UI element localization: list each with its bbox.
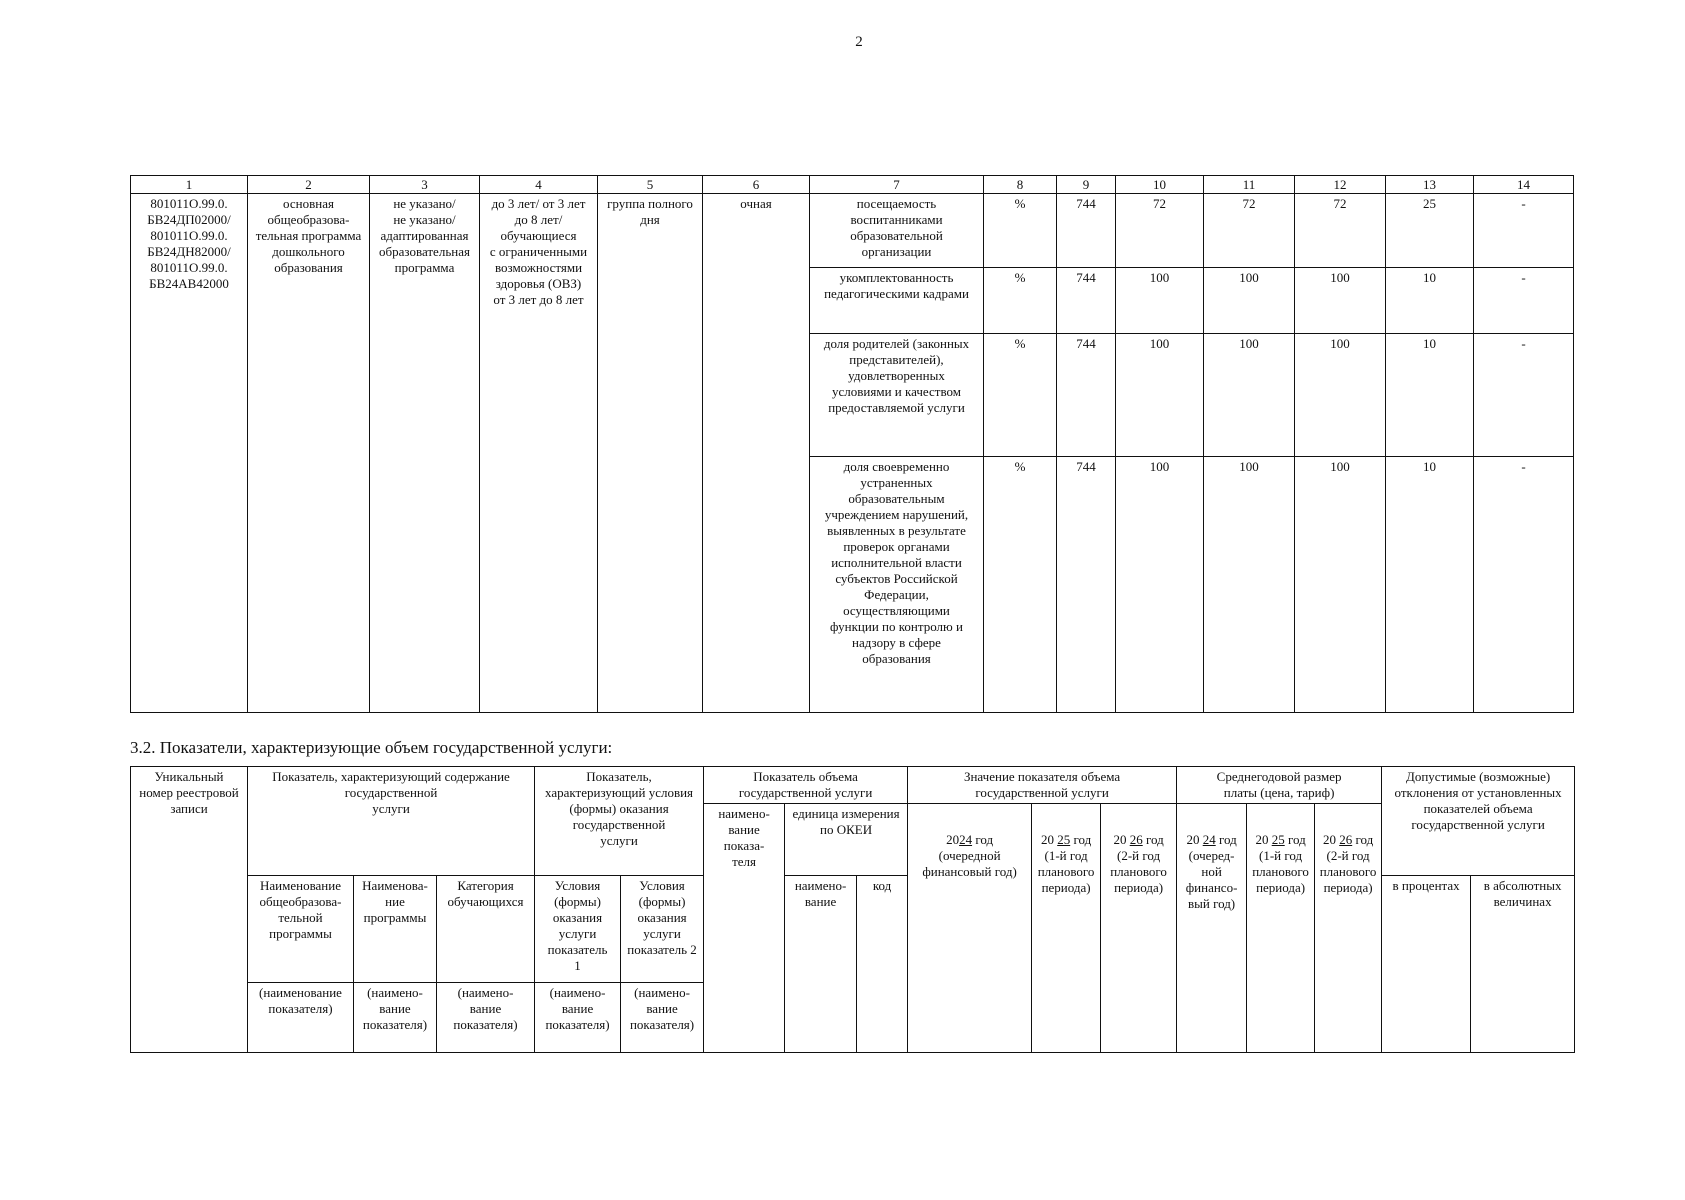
col-number: 2 [248,176,370,194]
unit: % [984,334,1057,457]
section-title: 3.2. Показатели, характеризующие объем государственной услуги: [130,738,613,757]
col-number: 7 [810,176,984,194]
deviation-percent: 25 [1386,194,1474,268]
indicator-name: доля своевременно устраненных образовательным учреждением нарушений, выявленных в результате проверок органами исполнительной власти субъектов Российской Федерации, осуществляющими функции по контролю и надзору в сфере образования [810,457,984,713]
col-number: 9 [1057,176,1116,194]
indicator-name: посещаемость воспитанниками образовательной организации [810,194,984,268]
deviation-percent: 10 [1386,457,1474,713]
placeholder-indicator: (наимено- вание показателя) [354,983,437,1053]
col-number: 4 [480,176,598,194]
okei-code: 744 [1057,194,1116,268]
deviation-absolute: - [1474,268,1574,334]
year-2026-fee: 20 26 год (2-й год планового периода) [1315,804,1382,1053]
placeholder-indicator: (наимено- вание показателя) [621,983,704,1053]
col-number: 11 [1204,176,1295,194]
placeholder-indicator: (наимено- вание показателя) [535,983,621,1053]
indicator-name: доля родителей (законных представителей), удовлетворенных условиями и качеством предоставляемой услуги [810,334,984,457]
value-2025: 100 [1204,457,1295,713]
col-number: 13 [1386,176,1474,194]
category-subheader: Категория обучающихся [437,876,535,983]
value-2026: 72 [1295,194,1386,268]
year-2024-fee: 20 24 год (очеред- ной финансо- вый год) [1177,804,1247,1053]
average-fee-header: Среднегодовой размер платы (цена, тариф) [1177,767,1382,804]
education-form: очная [703,194,810,713]
okei-code-header: код [857,876,908,1053]
col-number: 3 [370,176,480,194]
col-number: 6 [703,176,810,194]
value-2024: 72 [1116,194,1204,268]
value-2026: 100 [1295,334,1386,457]
okei-code: 744 [1057,457,1116,713]
condition-2-subheader: Условия (формы) оказания услуги показатель 2 [621,876,704,983]
deviation-percent: 10 [1386,334,1474,457]
okei-code: 744 [1057,334,1116,457]
indicator-name: укомплектованность педагогическими кадрами [810,268,984,334]
col-number: 1 [131,176,248,194]
indicator-name-header: наимено- вание показа- теля [704,804,785,1053]
value-2026: 100 [1295,457,1386,713]
year-2025-fee: 20 25 год (1-й год планового периода) [1247,804,1315,1053]
value-2025: 72 [1204,194,1295,268]
program-subheader: Наименование общеобразова- тельной программы [248,876,354,983]
page-number: 2 [855,34,863,50]
program-type: не указано/ не указано/ адаптированная образовательная программа [370,194,480,713]
volume-value-header: Значение показателя объема государственной услуги [908,767,1177,804]
header-row-1 [131,767,1575,804]
deviation-absolute: - [1474,457,1574,713]
deviation-absolute: - [1474,334,1574,457]
table-row [131,194,1574,268]
year-2026-value: 20 26 год (2-й год планового периода) [1101,804,1177,1053]
deviation-percent-header: в процентах [1382,876,1471,1053]
col-number: 5 [598,176,703,194]
unit: % [984,268,1057,334]
value-2024: 100 [1116,268,1204,334]
program-name: основная общеобразова- тельная программа дошкольного образования [248,194,370,713]
condition-1-subheader: Условия (формы) оказания услуги показатель 1 [535,876,621,983]
placeholder-indicator: (наименование показателя) [248,983,354,1053]
column-number-row [131,176,1574,194]
deviation-header: Допустимые (возможные) отклонения от установленных показателей объема государственной услуги [1382,767,1575,876]
year-2025-value: 20 25 год (1-й год планового периода) [1032,804,1101,1053]
program-name-subheader: Наименова- ние программы [354,876,437,983]
student-category: до 3 лет/ от 3 лет до 8 лет/ обучающиеся с ограниченными возможностями здоровья (ОВЗ) от 3 лет до 8 лет [480,194,598,713]
deviation-percent: 10 [1386,268,1474,334]
quality-indicators-table [130,175,1574,713]
okei-unit-header: единица измерения по ОКЕИ [785,804,908,876]
col-number: 14 [1474,176,1574,194]
deviation-absolute-header: в абсолютных величинах [1471,876,1575,1053]
volume-indicators-table [130,766,1575,1053]
deviation-absolute: - [1474,194,1574,268]
group-type: группа полного дня [598,194,703,713]
value-2024: 100 [1116,457,1204,713]
okei-code: 744 [1057,268,1116,334]
registry-header: Уникальный номер реестровой записи [131,767,248,1053]
col-number: 8 [984,176,1057,194]
col-number: 12 [1295,176,1386,194]
volume-indicator-header: Показатель объема государственной услуги [704,767,908,804]
conditions-indicator-header: Показатель, характеризующий условия (формы) оказания государственной услуги [535,767,704,876]
value-2025: 100 [1204,268,1295,334]
unit: % [984,194,1057,268]
registry-number: 801011О.99.0. БВ24ДП02000/ 801011О.99.0. БВ24ДН82000/ 801011О.99.0. БВ24АВ42000 [131,194,248,713]
okei-name-header: наимено- вание [785,876,857,1053]
content-indicator-header: Показатель, характеризующий содержание государственной услуги [248,767,535,876]
value-2026: 100 [1295,268,1386,334]
unit: % [984,457,1057,713]
value-2025: 100 [1204,334,1295,457]
placeholder-indicator: (наимено- вание показателя) [437,983,535,1053]
col-number: 10 [1116,176,1204,194]
year-2024-value: 2024 год (очередной финансовый год) [908,804,1032,1053]
value-2024: 100 [1116,334,1204,457]
